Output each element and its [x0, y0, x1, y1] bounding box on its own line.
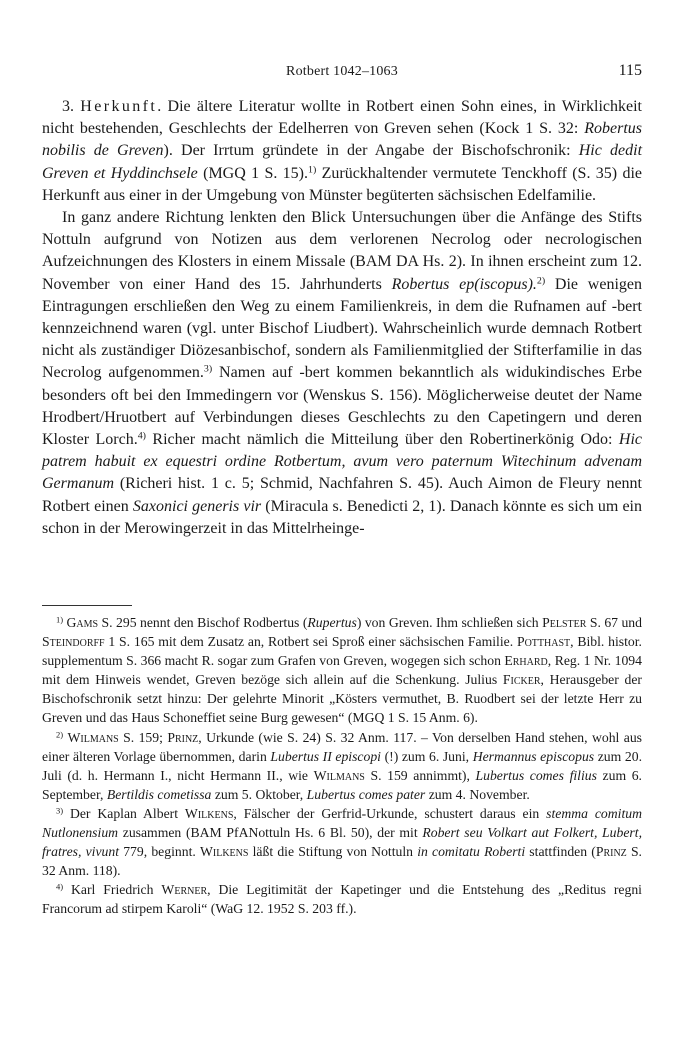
footnote-ref-1[interactable]: 1)	[308, 164, 317, 176]
footnote-1: $^{1)}$ Gams S. 295 nennt den Bischof Rodbertus (Rupertus) von Greven. Ihm schließen sich Pelster S. 67 und Steindorff 1 S. 165 mit dem Zusatz an, Rotbert sei Sproß einer sächsischen Familie. Potthast, Bibl. histor. supplementum S. 366 macht R. sogar zum Grafen von Greven, wogegen sich schon Erhard, Reg. 1 Nr. 1094 mit dem Hinweis wendet, Greven bezöge sich allein auf die Schenkung. Julius Ficker, Herausgeber der Bischofschronik setzt hinzu: Der gelehrte Minorit „Kösters vermuthet, B. Ruodbert sei der letzte Herr zu Greven und das Haus Schoneffiet seine Burg gewesen“ (MGQ 1 S. 15 Anm. 6).	[42, 614, 642, 726]
paragraph-herkunft: 3. Herkunft. Die ältere Literatur wollte in Rotbert einen Sohn eines, in Wirklichkeit nicht bestehenden, Geschlechts der Edelherren von Greven sehen (Kock 1 S. 32: Robertus nobilis de Greven). Der Irrtum gründete in der Angabe der Bischofschronik: Hic dedit Greven et Hyddinchsele (MGQ 1 S. 15).$^{1)}$ Zurückhaltender vermutete Tenckhoff (S. 35) die Herkunft aus einer in der Umgebung von Münster begüterten sächsischen Edelfamilie.	[42, 98, 643, 204]
footnote-3: $^{3)}$ Der Kaplan Albert Wilkens, Fälscher der Gerfrid-Urkunde, schustert daraus ein stemma comitum Nutlonensium zusammen (BAM PfANottuln Hs. 6 Bl. 50), der mit Robert seu Volkart aut Folkert, Lubert, fratres, vivunt 779, beginnt. Wilkens läßt die Stiftung von Nottuln in comitatu Roberti stattfinden (Prinz S. 32 Anm. 118).	[42, 805, 642, 879]
footnote-mark: 4)	[56, 881, 64, 892]
footnote-ref-3[interactable]: 3)	[203, 363, 213, 375]
footnote-mark: 2)	[56, 728, 64, 739]
main-text	[42, 96, 642, 540]
footnote-mark: 3)	[56, 805, 64, 816]
running-title: Rotbert 1042–1063	[286, 64, 398, 79]
footnote-ref-4[interactable]: 4)	[137, 430, 146, 442]
page-header	[42, 62, 642, 84]
footnotes	[42, 613, 642, 919]
footnote-2: $^{2)}$ Wilmans S. 159; Prinz, Urkunde (wie S. 24) S. 32 Anm. 117. – Von derselben Hand stehen, wohl aus einer älteren Vorlage übernommen, darin Lubertus II episcopi (!) zum 6. Juni, Hermannus episcopus zum 20. Juli (d. h. Hermann I., nicht Hermann II., wie Wilmans S. 159 annimmt), Lubertus comes filius zum 6. September, Bertildis cometissa zum 5. Oktober, Lubertus comes pater zum 4. November.	[42, 728, 642, 802]
footnote-4: $^{4)}$ Karl Friedrich Werner, Die Legitimität der Kapetinger und die Entstehung des „Reditus regni Francorum ad stirpem Karoli“ (WaG 12. 1952 S. 203 ff.).	[42, 881, 642, 917]
paragraph-nottuln: In ganz andere Richtung lenkten den Blick Untersuchungen über die Anfänge des Stifts Nottuln aufgrund von Notizen aus dem verlorenen Necrolog oder necrologischen Aufzeichnungen des Klosters in einem Missale (BAM DA Hs. 2). In ihnen erscheint zum 12. November von einer Hand des 15. Jahrhunderts Robertus ep(iscopus).$^{2)}$ Die wenigen Eintragungen erschließen den Weg zu einem Familienkreis, in dem die Rufnamen auf -bert kennzeichnend waren (vgl. unter Bischof Liudbert). Wahrscheinlich wurde demnach Rotbert nicht als zuständiger Diözesanbischof, sondern als Familienmitglied der Stifterfamilie in das Necrolog aufgenommen.$^{3)}$ Namen auf -bert kommen bekanntlich als widukindisches Erbe besonders oft bei den Immedingern vor (Wenskus S. 156). Möglicherweise deutet der Name Hrodbert/Hruotbert auf Verbindungen dieses Geschlechts zu den Capetingern und deren Kloster Lorch.$^{4)}$ Richer macht nämlich die Mitteilung über den Robertinerkönig Odo: Hic patrem habuit ex equestri ordine Rotbertum, avum vero paternum Witechinum advenam Germanum (Richeri hist. 1 c. 5; Schmid, Nachfahren S. 45). Auch Aimon de Fleury nennt Rotbert einen Saxonici generis vir (Miracula s. Benedicti 2, 1). Danach könnte es sich um ein schon in der Merowingerzeit in das Mittelrheinge-	[42, 209, 643, 537]
footnote-separator	[42, 605, 132, 606]
footnote-mark: 1)	[56, 614, 64, 625]
section-heading: Herkunft	[80, 98, 158, 115]
footnote-ref-2[interactable]: 2)	[536, 275, 546, 287]
page-number: 115	[618, 62, 642, 79]
